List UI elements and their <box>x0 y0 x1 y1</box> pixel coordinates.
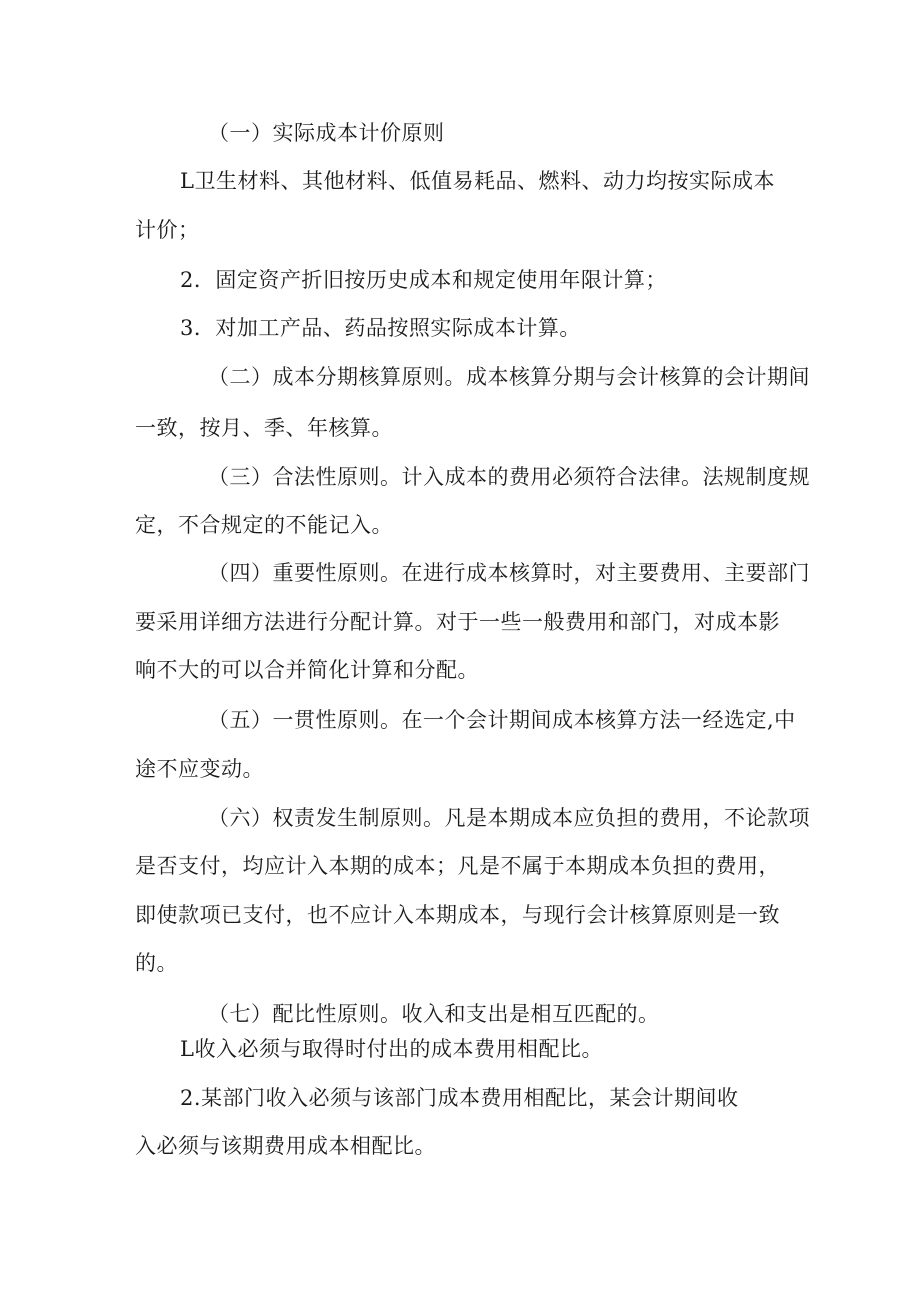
paragraph-line: （二）成本分期核算原则。成本核算分期与会计核算的会计期间 <box>208 365 810 389</box>
paragraph-line: 3．对加工产品、药品按照实际成本计算。 <box>180 316 581 340</box>
section-heading-actual-cost: （一）实际成本计价原则 <box>208 121 445 145</box>
paragraph-line: 2．固定资产折旧按历史成本和规定使用年限计算； <box>180 268 667 292</box>
paragraph-line: 响不大的可以合并简化计算和分配。 <box>135 658 479 682</box>
paragraph-line: 途不应变动。 <box>135 757 264 781</box>
paragraph-line: L收入必须与取得时付出的成本费用相配比。 <box>180 1037 603 1061</box>
paragraph-line: 2.某部门收入必须与该部门成本费用相配比，某会计期间收 <box>180 1086 739 1110</box>
paragraph-line: 入必须与该期费用成本相配比。 <box>135 1134 436 1158</box>
paragraph-line: （五）一贯性原则。在一个会计期间成本核算方法一经选定,中 <box>208 708 796 732</box>
paragraph-line: 要采用详细方法进行分配计算。对于一些一般费用和部门，对成本影 <box>135 610 780 634</box>
paragraph-line: 的。 <box>135 951 178 975</box>
paragraph-line: L卫生材料、其他材料、低值易耗品、燃料、动力均按实际成本 <box>180 169 775 193</box>
paragraph-line: （六）权责发生制原则。凡是本期成本应负担的费用，不论款项 <box>208 806 810 830</box>
paragraph-line: 计价； <box>135 218 200 242</box>
paragraph-line: 定，不合规定的不能记入。 <box>135 513 393 537</box>
paragraph-line: 是否支付，均应计入本期的成本；凡是不属于本期成本负担的费用， <box>135 854 780 878</box>
paragraph-line: 一致，按月、季、年核算。 <box>135 416 393 440</box>
paragraph-line: （四）重要性原则。在进行成本核算时，对主要费用、主要部门 <box>208 561 810 585</box>
paragraph-line: （七）配比性原则。收入和支出是相互匹配的。 <box>208 1002 660 1026</box>
paragraph-line: 即使款项已支付，也不应计入本期成本，与现行会计核算原则是一致 <box>135 903 780 927</box>
paragraph-line: （三）合法性原则。计入成本的费用必须符合法律。法规制度规 <box>208 465 810 489</box>
